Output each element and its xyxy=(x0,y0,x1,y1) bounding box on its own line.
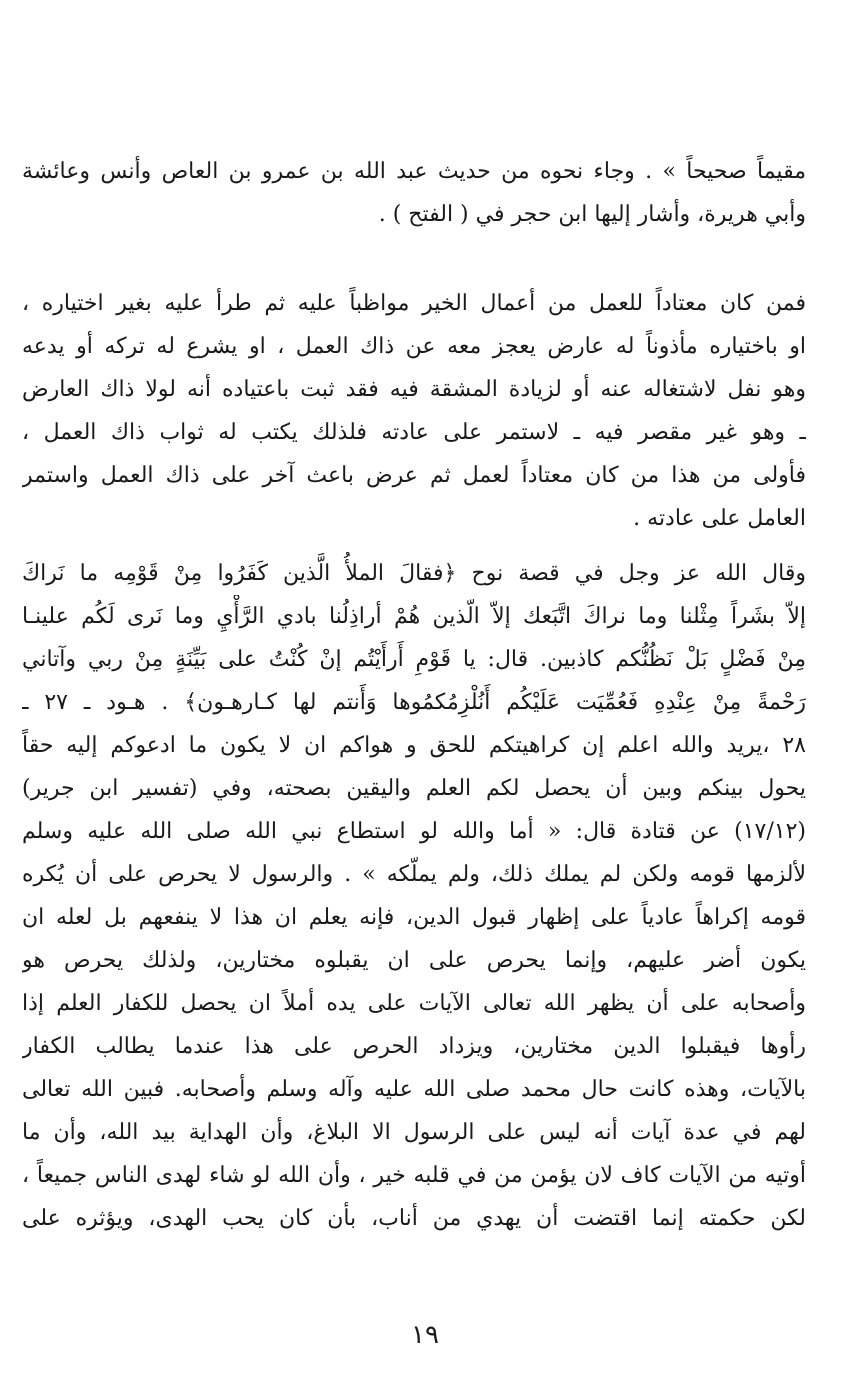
text-line: ـ وهو غير مقصر فيه ـ لاستمر على عادته فلذلك يكتب له ثواب ذاك العمل ، xyxy=(22,420,806,445)
text-line: وأصحابه على أن يظهر الله تعالى الآيات على يده أملاً ان يحصل للكفار العلم إذا xyxy=(22,991,806,1016)
text-line: إلاّ بشَراً مِثْلنا وما نراكَ اتَّبَعك إلاّ الّذين هُمْ أراذِلُنا بادي الرَّأْيِ وما نَرى لَكُم علينـا xyxy=(22,604,806,629)
text-line: (١٧/١٢) عن قتادة قال: « أما والله لو استطاع نبي الله صلى الله عليه وسلم xyxy=(22,819,806,844)
paragraph-quran-commentary xyxy=(22,552,806,1240)
text-line: قومه إكراهاً عادياً على إظهار قبول الدين، فإنه يعلم ان هذا لا ينفعهم بل لعله ان xyxy=(22,905,806,930)
text-line: او باختياره مأذوناً له عارض يعجز معه عن ذاك العمل ، او يشرع له تركه أو يدعه xyxy=(22,334,806,359)
text-line: فأولى من هذا من كان معتاداً لعمل ثم عرض باعث آخر على ذاك العمل واستمر xyxy=(22,463,806,488)
text-line: لهم في عدة آيات أنه ليس على الرسول الا البلاغ، وأن الهداية بيد الله، وأن ما xyxy=(22,1120,806,1145)
text-line: ٢٨ ،يريد والله اعلم إن كراهيتكم للحق و هواكم ان لا يكون ما ادعوكم إليه حقاً xyxy=(22,733,806,758)
paragraph-intro xyxy=(22,150,806,236)
paragraph-habit xyxy=(22,282,806,540)
text-line: وقال الله عز وجل في قصة نوح ﴿فقالَ الملأُ الَّذين كَفَرُوا مِنْ قَوْمِه ما نَراكَ xyxy=(22,561,806,586)
text-line: رَحْمةً مِنْ عِنْدِهِ فَعُمِّيَت عَلَيْكُم أَنُلْزِمُكمُوها وَأَنتم لها كـارهـون﴾ . هـود ـ ٢٧ ـ xyxy=(22,690,806,715)
text-line: أوتيه من الآيات كاف لان يؤمن من في قلبه خير ، وأن الله لو شاء لهدى الناس جميعاً ، xyxy=(22,1163,806,1188)
page-number: ١٩ xyxy=(411,1320,439,1350)
text-line: رأوها فيقبلوا الدين مختارين، ويزداد الحرص على هذا عندما يطالب الكفار xyxy=(22,1034,806,1059)
text-line: وأبي هريرة، وأشار إليها ابن حجر في ( الفتح ) . xyxy=(378,202,806,227)
text-line: فمن كان معتاداً للعمل من أعمال الخير مواظباً عليه ثم طرأ عليه بغير اختياره ، xyxy=(22,291,806,316)
text-line: مِنْ فَضْلٍ بَلْ نَظُنُّكم كاذبين. قال: يا قَوْمِ أَرأَيْتُم إنْ كُنْتُ على بَيِّنَةٍ مِنْ ربي وآتاني xyxy=(22,647,806,672)
text-line: بالآيات، وهذه كانت حال محمد صلى الله عليه وآله وسلم وأصحابه. فبين الله تعالى xyxy=(22,1077,806,1102)
text-line: يكون أضر عليهم، وإنما يحرص على ان يقبلوه مختارين، ولذلك يحرص هو xyxy=(22,948,806,973)
text-line: العامل على عادته . xyxy=(633,506,806,531)
text-line: لألزمها قومه ولكن لم يملك ذلك، ولم يملّكه » . والرسول لا يحرص على أن يُكره xyxy=(22,862,806,887)
text-line: لكن حكمته إنما اقتضت أن يهدي من أناب، بأن كان يحب الهدى، ويؤثره على xyxy=(22,1206,806,1231)
text-line: مقيماً صحيحاً » . وجاء نحوه من حديث عبد الله بن عمرو بن العاص وأنس وعائشة xyxy=(22,159,806,184)
text-line: يحول بينكم وبين أن يحصل لكم العلم واليقين بصحته، وفي (تفسير ابن جرير) xyxy=(22,776,806,801)
text-line: وهو نفل لاشتغاله عنه أو لزيادة المشقة فيه فقد ثبت باعتياده أنه لولا ذاك العارض xyxy=(22,377,806,402)
